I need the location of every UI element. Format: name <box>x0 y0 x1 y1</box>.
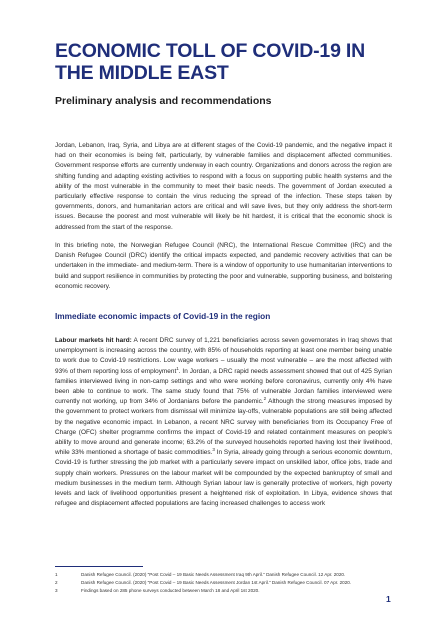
footnotes-list <box>55 572 392 595</box>
section-heading: Immediate economic impacts of Covid-19 in the region <box>55 311 271 321</box>
footnote-ref-3[interactable]: 3 <box>212 447 215 453</box>
footnote-text: Danish Refugee Council. (2020) "Post Covid – 19 Basic Needs Assessment Jordan 1st April." Danish Refugee Council. 07 Apr. 2020. <box>81 579 352 585</box>
footnote-ref-2[interactable]: 2 <box>263 396 267 402</box>
footnote-number: 2 <box>55 579 58 585</box>
paragraph-text: Although the strong measures imposed by the government to protect workers from dismissal will minimize lay-offs, vulnerable populations are still being affected by the negative economic impact. In Lebanon, a recent NRC survey with beneficiaries from its Occupancy Free of Charge (OFC) shelter programme confirms the impact of Covid-19 and related containment measures on people's ability to move around and generate income; 63.2% of the surveyed households reported having lost their livelihood, while 33% mentioned a shortage of basic commodities. <box>55 398 392 457</box>
paragraph-text: A recent DRC survey of 1,221 beneficiaries across seven governorates in Iraq shows that unemployment is increasing across the country, with 85% of households reporting at least one member being unable to work due to Covid-19 restrictions. Low wage workers – usually the most vulnerable – are the most affected with 93% of them reporting loss of employment <box>55 337 392 375</box>
footnote-number: 3 <box>55 587 58 593</box>
paragraph-text: In Syria, already going through a serious economic downturn, Covid-19 is further stressing the job market with a particularly severe impact on unskilled labor, office jobs, trade and supply chain workers. Pressures on the labour market will be compounded by the expected bankruptcy of small and medium businesses in the medium term. Although Syrian labour law is generally protective of workers, high poverty levels and lack of livelihood opportunities present a heightened risk of exploitation. In Libya, evidence shows that refugee and displacement affected populations are facing increased challenges to access work <box>55 449 392 508</box>
footnote <box>55 588 392 595</box>
footnote-ref-1[interactable]: 1 <box>176 365 179 371</box>
page-number: 1 <box>386 594 391 604</box>
footnote <box>55 572 392 579</box>
document-subtitle: Preliminary analysis and recommendations <box>55 95 272 107</box>
footnote-text: Danish Refugee Council. (2020) "Post Covid – 19 Basic Needs Assessment Iraq 9th April." Danish Refugee Council. 12 Apr. 2020. <box>81 572 346 577</box>
footnote-divider <box>55 566 143 567</box>
labour-markets-paragraph <box>55 336 392 509</box>
footnote-number: 1 <box>55 572 58 577</box>
intro-paragraph-2: In this briefing note, the Norwegian Refugee Council (NRC), the International Rescue Committee (IRC) and the Danish Refugee Council (DRC) identify the critical impacts expected, and pandemic recovery activities that can be undertaken in the immediate- and medium-term. There is a window of opportunity to use humanitarian interventions to build and support resilience in communities by protecting the poor and vulnerable, supporting business, and bolstering economic recovery. <box>55 242 392 290</box>
document-title: ECONOMIC TOLL OF COVID-19 IN THE MIDDLE EAST <box>55 40 366 84</box>
intro-paragraph-1: Jordan, Lebanon, Iraq, Syria, and Libya are at different stages of the Covid-19 pandemic, and the negative impact it had on their economies is being felt, particularly, by vulnerable families and displacement affected communities. Government response efforts are currently underway in each country. Organizations and donors across the region are shifting funding and adapting existing activities to respond with a focus on supporting public health systems and the ability of the most vulnerable in the community to meet their basic needs. The government of Jordan executed a particularly effective response to contain the virus reducing the spread of the infection. These steps taken by governments, donors, and humanitarian actors are critical and will save lives, but they only address the short-term issues. Because the poorest and most vulnerable will likely be hit hardest, it is critical that the economic shock is addressed from the start of the response. <box>55 142 392 231</box>
footnote <box>55 580 392 587</box>
paragraph-text: . In Jordan, a DRC rapid needs assessment showed that out of 425 Syrian families interviewed living in non-camp settings and who were working before coronavirus, currently only 4% have been able to continue to work. The same study found that 75% of vulnerable Jordan families interviewed were currently not working, up from 34% of Jordanians before the pandemic. <box>55 367 392 406</box>
footnote-text: Findings based on 285 phone surveys conducted between March 18 and April 1st 2020. <box>81 587 260 593</box>
paragraph-lead: Labour markets hit hard: <box>55 337 132 344</box>
